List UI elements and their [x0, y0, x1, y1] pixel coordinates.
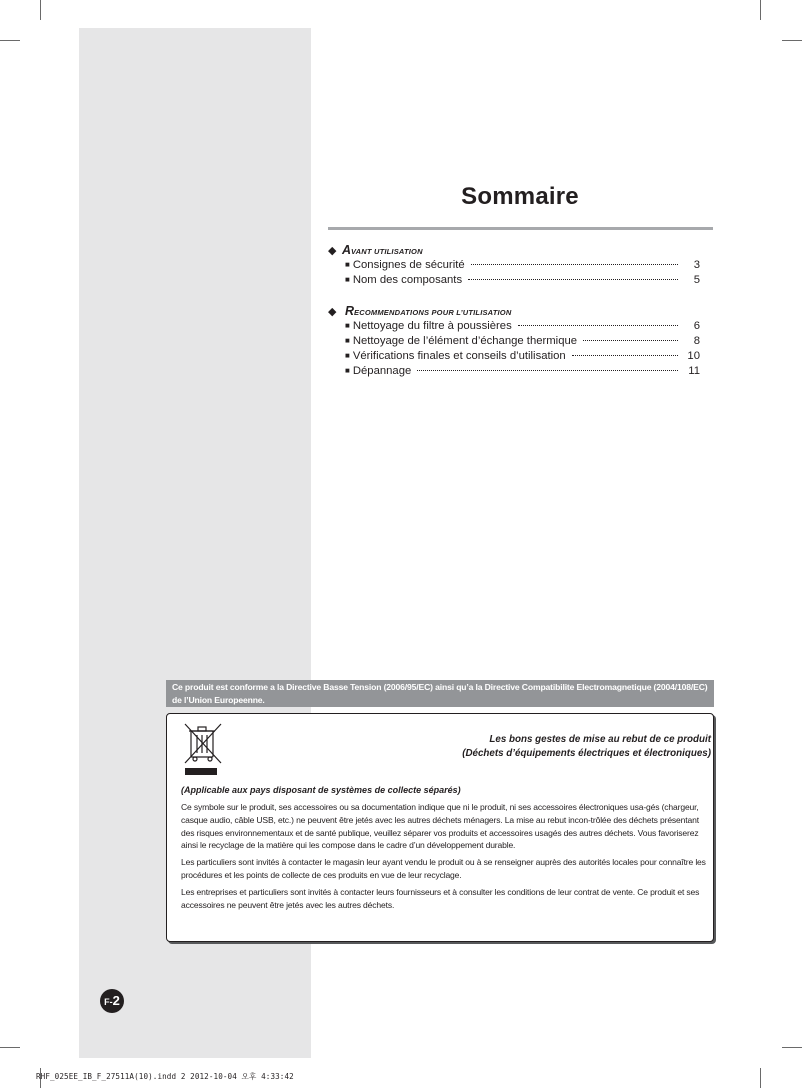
toc-entry[interactable] [330, 274, 700, 289]
heading-rest: VANT UTILISATION [351, 247, 423, 256]
weee-paragraph: Les entreprises et particuliers sont invités à contacter leurs fournisseurs et à consulter les conditions de leur contrat de vente. Ce produit et ses accessoires ne peuvent être jetés avec les autres déchets. [181, 886, 700, 910]
weee-body [181, 801, 707, 915]
page-prefix: F- [104, 997, 113, 1007]
weee-paragraph: Les particuliers sont invités à contacter le magasin leur ayant vendu le produit ou à se renseigner auprès des autorités locales pour connaître les procédures et les points de collecte de ces produits en vue de leur recyclage. [181, 857, 706, 880]
toc-entry-page: 6 [693, 320, 700, 332]
square-bullet-icon: ■ [345, 275, 350, 284]
diamond-bullet-icon: ◆ [328, 306, 337, 318]
heading-initial: A [342, 243, 352, 257]
dot-leader [518, 325, 678, 326]
diamond-bullet-icon: ◆ [328, 245, 337, 257]
weee-subtitle: (Applicable aux pays disposant de systèmes de collecte séparés) [181, 785, 461, 795]
toc-entry-page: 8 [693, 335, 700, 347]
toc-entry-label: Consignes de sécurité [352, 259, 465, 271]
square-bullet-icon: ■ [345, 336, 350, 345]
toc-entry[interactable] [330, 335, 700, 350]
weee-paragraph: Ce symbole sur le produit, ses accessoires ou sa documentation indique que ni le produit, ni ses accessoires électroniques usa-gés (chargeur, casque audio, câble USB, etc.) ne peuvent être jetés avec les autres déchets ménagers. La mise au rebut incon-trôlée des déchets présentant des risques environnementaux et de santé publique, veuillez séparer vos produits et accessoires usagés des autres déchets. Vous favoriserez ainsi le recyclage de la matière qui les compose dans le cadre d’un développement durable. [181, 802, 699, 851]
toc-section-heading [330, 304, 700, 320]
toc-entry-label: Dépannage [352, 365, 412, 377]
toc-entry[interactable] [330, 259, 700, 274]
square-bullet-icon: ■ [345, 366, 350, 375]
title-divider [328, 227, 713, 230]
crop-mark [760, 1068, 761, 1088]
weee-title [462, 733, 711, 760]
toc-section [330, 304, 700, 380]
crop-mark [0, 1047, 20, 1048]
toc-section [330, 243, 700, 289]
toc-entry[interactable] [330, 365, 700, 380]
toc-entry[interactable] [330, 350, 700, 365]
crop-mark [0, 40, 20, 41]
toc-entry-page: 5 [693, 274, 700, 286]
crop-mark [782, 1047, 802, 1048]
toc-entry[interactable] [330, 320, 700, 335]
weee-title-line: (Déchets d’équipements électriques et électroniques) [462, 747, 711, 759]
page-title: Sommaire [461, 183, 579, 210]
conformity-notice: Ce produit est conforme a la Directive Basse Tension (2006/95/EC) ainsi qu’a la Directive Compatibilite Electromagnetique (2004/108/EC) de l’Union Europeenne. [166, 680, 714, 707]
crossed-out-bin-icon [181, 721, 225, 775]
toc-entry-page: 10 [687, 350, 700, 362]
dot-leader [417, 370, 678, 371]
page-number: 2 [112, 993, 120, 1008]
dot-leader [471, 264, 678, 265]
toc-entry-label: Vérifications finales et conseils d’utilisation [352, 350, 566, 362]
square-bullet-icon: ■ [345, 260, 350, 269]
table-of-contents [330, 243, 700, 380]
square-bullet-icon: ■ [345, 321, 350, 330]
toc-section-heading [330, 243, 700, 259]
page-number-badge [100, 989, 124, 1013]
crop-mark [782, 40, 802, 41]
heading-rest: ECOMMENDATIONS POUR L’UTILISATION [354, 308, 512, 317]
weee-disposal-box [166, 713, 714, 942]
toc-entry-page: 11 [688, 365, 700, 377]
toc-entry-page: 3 [693, 259, 700, 271]
toc-entry-label: Nettoyage du filtre à poussières [352, 320, 512, 332]
dot-leader [468, 279, 678, 280]
heading-initial: R [345, 304, 355, 318]
crop-mark [40, 0, 41, 20]
dot-leader [572, 355, 678, 356]
dot-leader [583, 340, 678, 341]
toc-entry-label: Nettoyage de l’élément d’échange thermique [352, 335, 578, 347]
toc-entry-label: Nom des composants [352, 274, 463, 286]
weee-title-line: Les bons gestes de mise au rebut de ce produit [489, 734, 711, 745]
square-bullet-icon: ■ [345, 351, 350, 360]
crop-mark [760, 0, 761, 20]
print-slug: RHF_025EE_IB_F_27511A(10).indd 2 2012-10-04 오후 4:33:42 [36, 1072, 294, 1081]
